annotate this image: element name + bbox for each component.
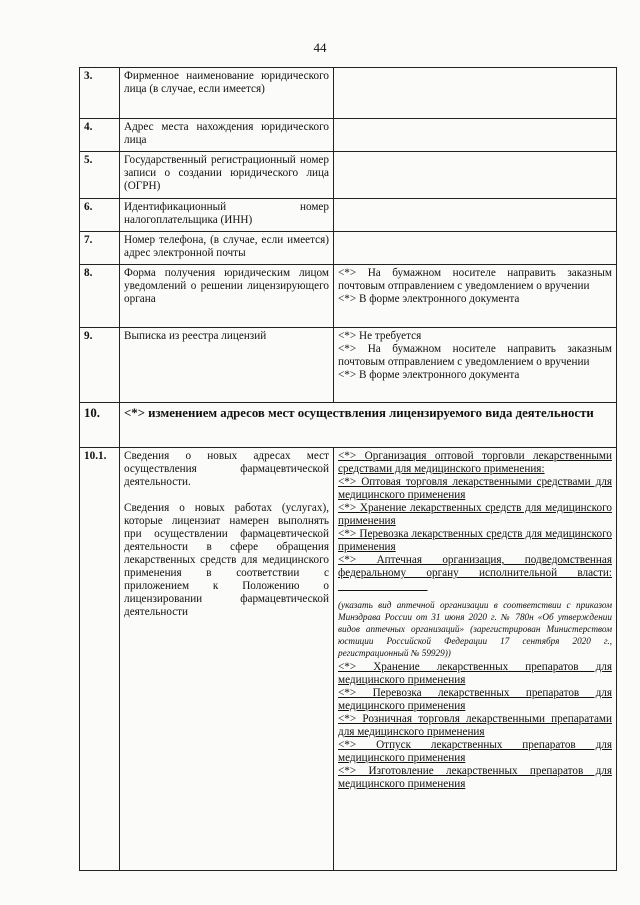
- row-number: 6.: [80, 199, 120, 232]
- option-manufacturing[interactable]: <*> Изготовление лекарственных препаратов для медицинского применения: [338, 765, 612, 790]
- option-storage-substances[interactable]: <*> Хранение лекарственных средств для медицинского применения: [338, 502, 612, 527]
- option-dispensing[interactable]: <*> Отпуск лекарственных препаратов для медицинского применения: [338, 739, 612, 764]
- field-value[interactable]: [334, 68, 617, 119]
- field-label: Адрес места нахождения юридического лица: [120, 119, 334, 152]
- option-wholesale-trade[interactable]: <*> Оптовая торговля лекарственными средствами для медицинского применения: [338, 476, 612, 501]
- row-number: 8.: [80, 265, 120, 328]
- table-row: [80, 265, 617, 328]
- field-value[interactable]: [334, 232, 617, 265]
- pharmacy-type-note: (указать вид аптечной организации в соответствии с приказом Минздрава России от 31 июня 2020 г. № 780н «Об утверждении видов аптечных организаций» (зарегистрирован Министерством юстиции Российской Федерации 17 сентября 2020 г., регистрационный № 59929)): [338, 600, 612, 658]
- table-row: [80, 199, 617, 232]
- field-label: Государственный регистрационный номер записи о создании юридического лица (ОГРН): [120, 152, 334, 199]
- field-label: [120, 448, 334, 871]
- row-number: 3.: [80, 68, 120, 119]
- option-transport-drugs[interactable]: <*> Перевозка лекарственных препаратов для медицинского применения: [338, 687, 612, 712]
- option-retail-trade[interactable]: <*> Розничная торговля лекарственными препаратами для медицинского применения: [338, 713, 612, 738]
- row-number: 9.: [80, 328, 120, 403]
- field-value[interactable]: [334, 152, 617, 199]
- option-paper-mail[interactable]: <*> На бумажном носителе направить заказным почтовым отправлением с уведомлением о вручении: [338, 343, 612, 368]
- new-addresses-label: Сведения о новых адресах мест осуществления фармацевтической деятельности.: [124, 450, 329, 488]
- table-row: [80, 152, 617, 199]
- row-number: 7.: [80, 232, 120, 265]
- option-storage-drugs[interactable]: <*> Хранение лекарственных препаратов для медицинского применения: [338, 661, 612, 686]
- table-row: [80, 232, 617, 265]
- new-works-label: Сведения о новых работах (услугах), которые лицензиат намерен выполнять при осуществлении фармацевтической деятельности в сфере обращения лекарственных средств для медицинского применения в соответствии с приложением к Положению о лицензировании фармацевтической деятельности: [124, 502, 329, 618]
- extract-options: [334, 328, 617, 403]
- row-number: 10.1.: [80, 448, 120, 871]
- section-10-1-row: [80, 448, 617, 871]
- option-electronic[interactable]: <*> В форме электронного документа: [338, 369, 520, 381]
- pharmacy-type-blank[interactable]: ________________: [338, 580, 428, 592]
- field-value[interactable]: [334, 199, 617, 232]
- table-row: [80, 119, 617, 152]
- activity-options: [334, 448, 617, 871]
- row-number: 4.: [80, 119, 120, 152]
- option-paper-mail[interactable]: <*> На бумажном носителе направить заказным почтовым отправлением с уведомлением о вручении: [338, 267, 612, 292]
- field-label: Форма получения юридическим лицом уведомлений о решении лицензирующего органа: [120, 265, 334, 328]
- option-wholesale-organization[interactable]: <*> Организация оптовой торговли лекарственными средствами для медицинского применения:: [338, 450, 612, 475]
- page-number: 44: [313, 40, 327, 55]
- section-10-row: [80, 403, 617, 448]
- table-row: [80, 68, 617, 119]
- table-row: [80, 328, 617, 403]
- row-number: 5.: [80, 152, 120, 199]
- section-10-title[interactable]: <*> изменением адресов мест осуществления лицензируемого вида деятельности: [120, 403, 617, 448]
- option-pharmacy-federal[interactable]: <*> Аптечная организация, подведомственная федеральному органу исполнительной власти: ________________: [338, 554, 612, 592]
- field-label: Идентификационный номер налогоплательщика (ИНН): [120, 199, 334, 232]
- field-label: Выписка из реестра лицензий: [120, 328, 334, 403]
- option-not-required[interactable]: <*> Не требуется: [338, 330, 422, 342]
- option-electronic[interactable]: <*> В форме электронного документа: [338, 293, 520, 305]
- field-label: Номер телефона, (в случае, если имеется) адрес электронной почты: [120, 232, 334, 265]
- application-form-table: [79, 67, 617, 871]
- notification-options: [334, 265, 617, 328]
- row-number: 10.: [80, 403, 120, 448]
- option-transport-substances[interactable]: <*> Перевозка лекарственных средств для медицинского применения: [338, 528, 612, 553]
- field-value[interactable]: [334, 119, 617, 152]
- field-label: Фирменное наименование юридического лица (в случае, если имеется): [120, 68, 334, 119]
